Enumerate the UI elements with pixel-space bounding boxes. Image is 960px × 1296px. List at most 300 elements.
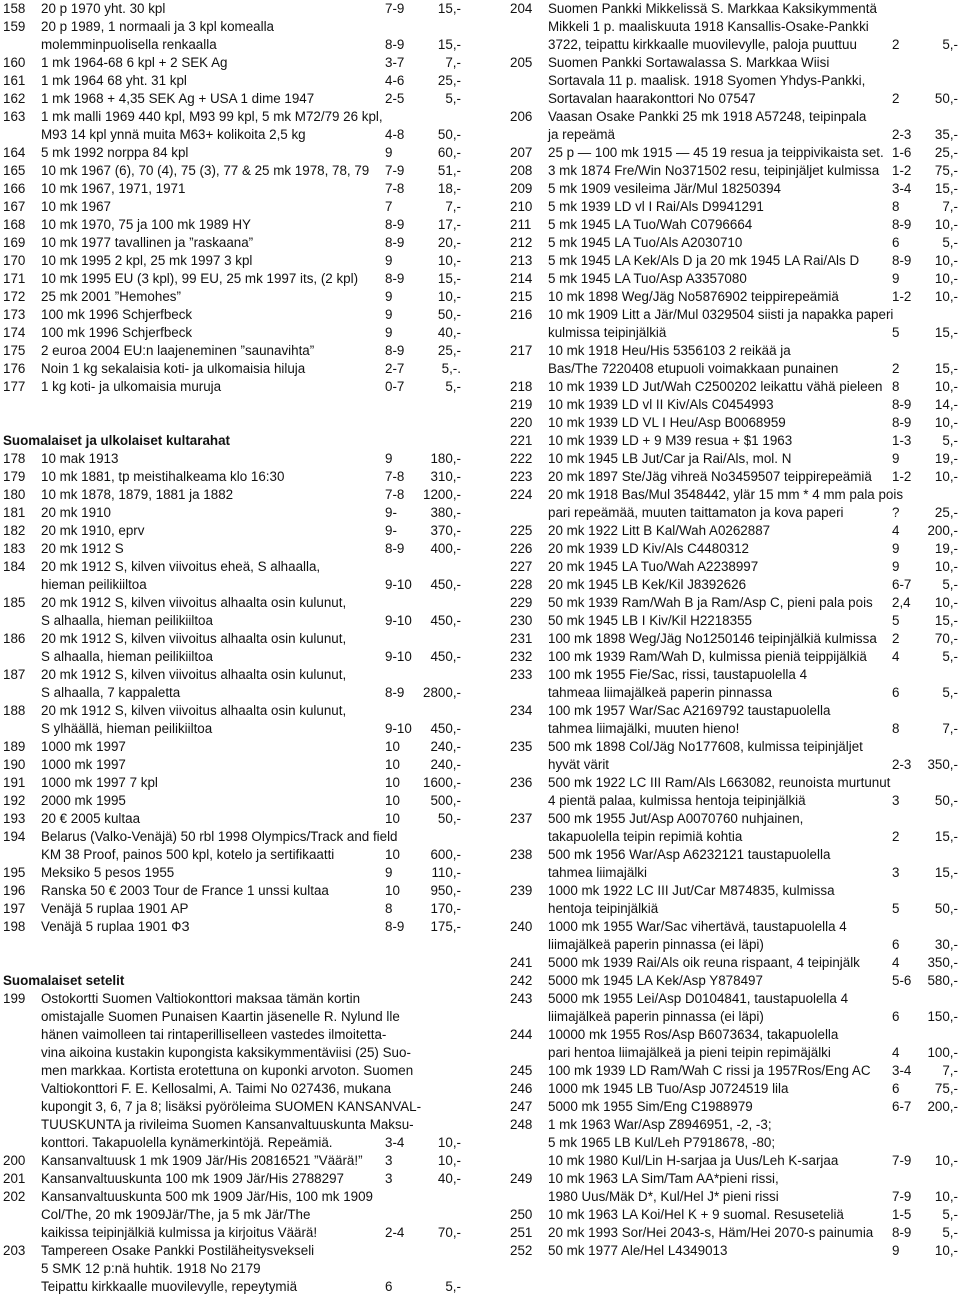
- lot-description: 1 mk 1968 + 4,35 SEK Ag + USA 1 dime 1947: [41, 91, 315, 106]
- lot-row: [510, 1044, 958, 1062]
- lot-condition: 7-8: [385, 181, 405, 196]
- lot-price: 70,-: [934, 631, 958, 646]
- lot-description: 10 mk 1967 (6), 70 (4), 75 (3), 77 & 25 mk 1978, 78, 79: [41, 163, 370, 178]
- lot-description: 20 mk 1945 LB Kek/Kil J8392626: [548, 577, 747, 592]
- lot-description: Ostokortti Suomen Valtiokonttori maksaa tämän kortin: [41, 991, 361, 1006]
- lot-number: 226: [510, 541, 533, 556]
- lot-row: [3, 450, 461, 468]
- lot-number: 234: [510, 703, 533, 718]
- lot-description: kupongit 3, 6, 7 ja 8; lisäksi pyöröleima SUOMEN KANSANVAL-: [41, 1099, 422, 1114]
- lot-condition: 3: [892, 793, 900, 808]
- lot-price: 200,-: [927, 523, 958, 538]
- lot-price: 10,-: [934, 379, 958, 394]
- lot-row: [3, 1260, 461, 1278]
- lot-row: [3, 864, 461, 882]
- lot-description: Ranska 50 € 2003 Tour de France 1 unssi kultaa: [41, 883, 329, 898]
- lot-row: [510, 1026, 958, 1044]
- lot-number: 168: [3, 217, 26, 232]
- lot-number: 207: [510, 145, 533, 160]
- lot-condition: 10: [385, 739, 400, 754]
- lot-row: [510, 414, 958, 432]
- lot-row: [3, 540, 461, 558]
- lot-description: Venäjä 5 ruplaa 1901 AP: [41, 901, 189, 916]
- lot-price: 17,-: [437, 217, 461, 232]
- lot-row: [510, 882, 958, 900]
- lot-price: 10,-: [934, 271, 958, 286]
- lot-row: [510, 1152, 958, 1170]
- lot-row: [3, 792, 461, 810]
- lot-number: 187: [3, 667, 26, 682]
- lot-price: 5,-: [942, 1207, 958, 1222]
- lot-description: 20 mk 1918 Bas/Mul 3548442, ylär 15 mm * 4 mm pala pois: [548, 487, 904, 502]
- lot-row: [3, 234, 461, 252]
- lot-description: ja repeämä: [548, 127, 615, 142]
- lot-number: 158: [3, 1, 26, 16]
- lot-row: [3, 1170, 461, 1188]
- lot-description: 20 mk 1922 Litt B Kal/Wah A0262887: [548, 523, 771, 538]
- lot-description: 1 mk malli 1969 440 kpl, M93 99 kpl, 5 mk M72/79 26 kpl,: [41, 109, 383, 124]
- lot-price: 10,-: [934, 217, 958, 232]
- lot-number: 172: [3, 289, 26, 304]
- lot-description: hentoja teipinjälkiä: [548, 901, 659, 916]
- lot-condition: 6: [385, 1279, 393, 1294]
- lot-condition: 2: [892, 91, 900, 106]
- lot-number: 161: [3, 73, 26, 88]
- lot-description: Teipattu kirkkaalle muovilevylle, repeytymiä: [41, 1279, 298, 1294]
- lot-description: Kansanvaltuusk 1 mk 1909 Jär/His 20816521 ”Väärä!”: [41, 1153, 363, 1168]
- lot-row: [3, 270, 461, 288]
- lot-description: 10 mk 1939 LD vl II Kiv/Als C0454993: [548, 397, 774, 412]
- lot-price: 150,-: [927, 1009, 958, 1024]
- lot-row: [3, 810, 461, 828]
- lot-price: 30,-: [934, 937, 958, 952]
- lot-description: M93 14 kpl ynnä muita M63+ kolikoita 2,5 kg: [41, 127, 306, 142]
- lot-description: 1 mk 1964-68 6 kpl + 2 SEK Ag: [41, 55, 228, 70]
- lot-number: 206: [510, 109, 533, 124]
- lot-condition: 7-9: [892, 1153, 912, 1168]
- lot-description: Venäjä 5 ruplaa 1901 ФЗ: [41, 919, 190, 934]
- lot-description: 1980 Uus/Mäk D*, Kul/Hel J* pieni rissi: [548, 1189, 779, 1204]
- lot-row: [3, 576, 461, 594]
- lot-condition: 8-9: [385, 37, 405, 52]
- lot-price: 50,-: [934, 793, 958, 808]
- lot-row: [510, 612, 958, 630]
- lot-row: [510, 648, 958, 666]
- lot-row: [510, 846, 958, 864]
- lot-condition: 2-4: [385, 1225, 405, 1240]
- lot-number: 198: [3, 919, 26, 934]
- lot-condition: 8: [892, 379, 900, 394]
- lot-row: [3, 324, 461, 342]
- lot-description: 10 mk 1939 LD VL I Heu/Asp B0068959: [548, 415, 786, 430]
- lot-condition: 9: [385, 145, 393, 160]
- lot-price: 15,-: [934, 865, 958, 880]
- lot-price: 10,-: [934, 415, 958, 430]
- lot-row: [510, 756, 958, 774]
- lot-row: [3, 1278, 461, 1296]
- lot-condition: 4-8: [385, 127, 405, 142]
- lot-description: tahmea liimajälki, muuten hieno!: [548, 721, 740, 736]
- lot-row: [510, 1116, 958, 1134]
- lot-row: [510, 270, 958, 288]
- lot-number: 244: [510, 1027, 533, 1042]
- lot-description: 1 kg koti- ja ulkomaisia muruja: [41, 379, 222, 394]
- lot-description: 10 mk 1878, 1879, 1881 ja 1882: [41, 487, 234, 502]
- lot-row: [510, 108, 958, 126]
- lot-condition: 2: [892, 37, 900, 52]
- lot-condition: 2: [892, 631, 900, 646]
- lot-row: [3, 918, 461, 936]
- lot-condition: 10: [385, 775, 400, 790]
- lot-row: [3, 1206, 461, 1224]
- lot-number: 210: [510, 199, 533, 214]
- lot-condition: 10: [385, 757, 400, 772]
- lot-price: 5,-: [942, 685, 958, 700]
- lot-condition: 9-: [385, 505, 397, 520]
- lot-number: 222: [510, 451, 533, 466]
- lot-row: [510, 990, 958, 1008]
- lot-price: 450,-: [430, 721, 461, 736]
- lot-description: 10 mak 1913: [41, 451, 119, 466]
- lot-number: 235: [510, 739, 533, 754]
- lot-condition: 7-9: [385, 163, 405, 178]
- lot-row: [510, 432, 958, 450]
- lot-price: 170,-: [430, 901, 461, 916]
- lot-row: [510, 126, 958, 144]
- lot-price: 15,-: [934, 613, 958, 628]
- lot-condition: 6: [892, 1081, 900, 1096]
- lot-description: 10 mk 1967: [41, 199, 111, 214]
- lot-price: 10,-: [437, 1153, 461, 1168]
- lot-condition: 6: [892, 235, 900, 250]
- lot-row: [3, 594, 461, 612]
- lot-number: 189: [3, 739, 26, 754]
- lot-description: 10 mk 1970, 75 ja 100 mk 1989 HY: [41, 217, 251, 232]
- lot-condition: 9: [385, 307, 393, 322]
- lot-number: 169: [3, 235, 26, 250]
- lot-row: [3, 252, 461, 270]
- lot-number: 191: [3, 775, 26, 790]
- lot-price: 15,-: [437, 37, 461, 52]
- lot-description: S alhaalla, 7 kappaletta: [41, 685, 181, 700]
- lot-description: 5 mk 1945 LA Tuo/Wah C0796664: [548, 217, 753, 232]
- lot-row: [510, 1098, 958, 1116]
- lot-condition: 9: [385, 865, 393, 880]
- lot-number: 182: [3, 523, 26, 538]
- lot-description: omistajalle Suomen Punaisen Kaartin jäsenelle R. Nylund lle: [41, 1009, 400, 1024]
- lot-row: [510, 342, 958, 360]
- lot-description: liimajälkeä paperin pinnassa (ei läpi): [548, 1009, 764, 1024]
- lot-description: 3 mk 1874 Fre/Win No371502 resu, teipinjäljet kulmissa: [548, 163, 880, 178]
- lot-condition: 9: [385, 325, 393, 340]
- lot-row: [510, 216, 958, 234]
- lot-number: 246: [510, 1081, 533, 1096]
- lot-condition: 8: [385, 901, 393, 916]
- lot-row: [510, 1080, 958, 1098]
- lot-number: 231: [510, 631, 533, 646]
- lot-price: 18,-: [437, 181, 461, 196]
- lot-price: 51,-: [437, 163, 461, 178]
- lot-price: 15,-: [934, 361, 958, 376]
- lot-number: 233: [510, 667, 533, 682]
- lot-price: 40,-: [437, 325, 461, 340]
- lot-condition: 4: [892, 1045, 900, 1060]
- lot-number: 171: [3, 271, 26, 286]
- lot-number: 241: [510, 955, 533, 970]
- lot-row: [510, 162, 958, 180]
- lot-condition: 2-3: [892, 127, 912, 142]
- lot-number: 205: [510, 55, 533, 70]
- right-column: [510, 0, 958, 1260]
- left-column: [3, 0, 461, 1296]
- lot-condition: 2-7: [385, 361, 405, 376]
- lot-number: 199: [3, 991, 26, 1006]
- lot-price: 10,-: [437, 1135, 461, 1150]
- lot-price: 110,-: [431, 865, 461, 880]
- lot-description: 500 mk 1898 Col/Jäg No177608, kulmissa teipinjäljet: [548, 739, 863, 754]
- lot-description: 10 mk 1898 Weg/Jäg No5876902 teippirepeämiä: [548, 289, 839, 304]
- lot-number: 196: [3, 883, 26, 898]
- lot-price: 450,-: [430, 649, 461, 664]
- lot-price: 25,-: [437, 73, 461, 88]
- lot-row: [510, 360, 958, 378]
- lot-description: 1 mk 1963 War/Asp Z8946951, -2, -3;: [548, 1117, 772, 1132]
- lot-condition: 7-8: [385, 469, 405, 484]
- lot-price: 10,-: [934, 1243, 958, 1258]
- lot-description: 5 mk 1945 LA Tuo/Als A2030710: [548, 235, 743, 250]
- lot-row: [3, 306, 461, 324]
- lot-price: 10,-: [934, 1153, 958, 1168]
- lot-condition: 1-2: [892, 469, 912, 484]
- lot-condition: 5-6: [892, 973, 912, 988]
- lot-description: takapuolella teipin repimiä kohtia: [548, 829, 743, 844]
- lot-condition: 1-2: [892, 289, 912, 304]
- lot-condition: 8-9: [385, 919, 405, 934]
- lot-description: 1 mk 1964 68 yht. 31 kpl: [41, 73, 187, 88]
- lot-description: 20 mk 1897 Ste/Jäg vihreä No3459507 teippirepeämiä: [548, 469, 872, 484]
- spacer: [3, 396, 461, 414]
- lot-price: 25,-: [437, 343, 461, 358]
- lot-condition: 9-10: [385, 721, 412, 736]
- lot-number: 247: [510, 1099, 533, 1114]
- lot-condition: 9: [385, 253, 393, 268]
- lot-number: 195: [3, 865, 26, 880]
- lot-price: 600,-: [430, 847, 461, 862]
- lot-description: 25 mk 2001 ”Hemohes”: [41, 289, 181, 304]
- section-heading: [3, 432, 461, 450]
- lot-row: [3, 648, 461, 666]
- lot-price: 70,-: [437, 1225, 461, 1240]
- section-heading: [3, 972, 461, 990]
- lot-row: [3, 1224, 461, 1242]
- lot-number: 204: [510, 1, 533, 16]
- lot-row: [510, 378, 958, 396]
- lot-price: 50,-: [437, 811, 461, 826]
- lot-description: 10 mk 1881, tp meistihalkeama klo 16:30: [41, 469, 285, 484]
- lot-number: 200: [3, 1153, 26, 1168]
- lot-description: 1000 mk 1997: [41, 739, 126, 754]
- lot-description: Kansanvaltuuskunta 500 mk 1909 Jär/His, 100 mk 1909: [41, 1189, 373, 1204]
- lot-row: [3, 1062, 461, 1080]
- lot-row: [510, 90, 958, 108]
- lot-row: [510, 1206, 958, 1224]
- lot-row: [510, 396, 958, 414]
- lot-condition: 3: [892, 865, 900, 880]
- lot-condition: 6: [892, 1009, 900, 1024]
- lot-condition: 4: [892, 649, 900, 664]
- lot-number: 179: [3, 469, 26, 484]
- lot-description: 5 SMK 12 p:nä huhtik. 1918 No 2179: [41, 1261, 261, 1276]
- lot-description: 1000 mk 1955 War/Sac vihertävä, taustapuolella 4: [548, 919, 847, 934]
- lot-row: [3, 774, 461, 792]
- lot-price: 380,-: [430, 505, 461, 520]
- lot-row: [510, 468, 958, 486]
- lot-number: 202: [3, 1189, 26, 1204]
- lot-row: [3, 54, 461, 72]
- lot-condition: 3-4: [385, 1135, 405, 1150]
- lot-number: 185: [3, 595, 26, 610]
- lot-price: 2800,-: [423, 685, 461, 700]
- lot-description: 5 mk 1992 norppa 84 kpl: [41, 145, 189, 160]
- lot-price: 5,-: [445, 91, 461, 106]
- lot-condition: 10: [385, 811, 400, 826]
- lot-description: 20 mk 1912 S, kilven viivoitus alhaalta osin kulunut,: [41, 631, 347, 646]
- lot-number: 217: [510, 343, 533, 358]
- lot-description: 5000 mk 1955 Lei/Asp D0104841, taustapuolella 4: [548, 991, 849, 1006]
- lot-description: Meksiko 5 pesos 1955: [41, 865, 175, 880]
- lot-description: 20 mk 1912 S, kilven viivoitus alhaalta osin kulunut,: [41, 703, 347, 718]
- lot-description: 20 p 1970 yht. 30 kpl: [41, 1, 166, 16]
- lot-description: Suomen Pankki Mikkelissä S. Markkaa Kaksikymmentä: [548, 1, 877, 16]
- lot-description: Kansanvaltuuskunta 100 mk 1909 Jär/His 2788297: [41, 1171, 344, 1186]
- lot-price: 5,-: [942, 1225, 958, 1240]
- lot-price: 15,-: [934, 325, 958, 340]
- lot-price: 75,-: [934, 163, 958, 178]
- lot-number: 237: [510, 811, 533, 826]
- lot-description: 10 mk 1909 Litt a Jär/Mul 0329504 siisti ja napakka paperi: [548, 307, 894, 322]
- lot-row: [3, 216, 461, 234]
- lot-row: [510, 0, 958, 18]
- lot-number: 211: [510, 217, 532, 232]
- lot-number: 219: [510, 397, 533, 412]
- lot-price: 5,-: [942, 649, 958, 664]
- lot-price: 100,-: [927, 1045, 958, 1060]
- lot-row: [3, 504, 461, 522]
- lot-row: [3, 18, 461, 36]
- lot-row: [510, 972, 958, 990]
- lot-condition: 4: [892, 955, 900, 970]
- section-heading-text: Suomalaiset setelit: [3, 973, 125, 988]
- lot-row: [3, 558, 461, 576]
- lot-condition: 3: [385, 1153, 393, 1168]
- lot-row: [510, 234, 958, 252]
- lot-number: 167: [3, 199, 26, 214]
- lot-description: 10 mk 1980 Kul/Lin H-sarjaa ja Uus/Leh K-sarjaa: [548, 1153, 839, 1168]
- lot-number: 225: [510, 523, 533, 538]
- lot-description: 500 mk 1955 Jut/Asp A0070760 nuhjainen,: [548, 811, 804, 826]
- lot-price: 950,-: [430, 883, 461, 898]
- lot-price: 50,-: [934, 901, 958, 916]
- lot-number: 223: [510, 469, 533, 484]
- lot-row: [3, 90, 461, 108]
- lot-description: Col/The, 20 mk 1909Jär/The, ja 5 mk Jär/The: [41, 1207, 311, 1222]
- section-heading-text: Suomalaiset ja ulkolaiset kultarahat: [3, 433, 230, 448]
- lot-price: 7,-: [445, 55, 461, 70]
- lot-row: [3, 684, 461, 702]
- lot-number: 213: [510, 253, 533, 268]
- lot-description: Valtiokonttori F. E. Kellosalmi, A. Taimi No 027436, mukana: [41, 1081, 392, 1096]
- lot-description: 20 mk 1912 S, kilven viivoitus eheä, S alhaalla,: [41, 559, 321, 574]
- lot-condition: 2-5: [385, 91, 405, 106]
- lot-condition: 3-4: [892, 1063, 912, 1078]
- lot-price: 15,-: [934, 829, 958, 844]
- lot-row: [3, 0, 461, 18]
- lot-description: Belarus (Valko-Venäjä) 50 rbl 1998 Olympics/Track and field: [41, 829, 398, 844]
- lot-condition: 8-9: [385, 217, 405, 232]
- lot-price: 180,-: [430, 451, 461, 466]
- lot-number: 249: [510, 1171, 533, 1186]
- lot-condition: 7-8: [385, 487, 405, 502]
- lot-row: [510, 540, 958, 558]
- lot-number: 173: [3, 307, 26, 322]
- lot-description: kulmissa teipinjälkiä: [548, 325, 667, 340]
- lot-description: 1000 mk 1997 7 kpl: [41, 775, 158, 790]
- lot-number: 215: [510, 289, 533, 304]
- lot-description: 20 mk 1993 Sor/Hei 2043-s, Häm/Hei 2070-s painumia: [548, 1225, 874, 1240]
- lot-row: [3, 666, 461, 684]
- lot-number: 251: [510, 1225, 533, 1240]
- lot-number: 160: [3, 55, 26, 70]
- lot-price: 15,-: [437, 271, 461, 286]
- lot-description: pari hentoa liimajälkeä ja pieni teipin repimäjälki: [548, 1045, 831, 1060]
- lot-row: [510, 576, 958, 594]
- lot-number: 188: [3, 703, 26, 718]
- lot-description: 4 pientä palaa, kulmissa hentoja teipinjälkiä: [548, 793, 806, 808]
- lot-description: 5000 mk 1939 Rai/Als oik reuna rispaant, 4 teipinjälk: [548, 955, 860, 970]
- lot-number: 218: [510, 379, 533, 394]
- lot-row: [510, 630, 958, 648]
- lot-price: 25,-: [934, 145, 958, 160]
- lot-price: 240,-: [430, 739, 461, 754]
- lot-condition: 9-10: [385, 613, 412, 628]
- lot-description: 10 mk 1995 EU (3 kpl), 99 EU, 25 mk 1997 its, (2 kpl): [41, 271, 359, 286]
- lot-number: 178: [3, 451, 26, 466]
- lot-description: vina aikoina kustakin kupongista kaksikymmentäviisi (25) Suo-: [41, 1045, 411, 1060]
- lot-number: 236: [510, 775, 533, 790]
- lot-price: 5,-: [445, 1279, 461, 1294]
- lot-row: [3, 702, 461, 720]
- lot-price: 7,-: [942, 199, 958, 214]
- lot-number: 197: [3, 901, 26, 916]
- lot-row: [510, 954, 958, 972]
- lot-price: 5,-: [445, 379, 461, 394]
- lot-price: 10,-: [437, 253, 461, 268]
- spacer: [3, 954, 461, 972]
- lot-number: 221: [510, 433, 533, 448]
- lot-row: [3, 1026, 461, 1044]
- lot-condition: 6: [892, 937, 900, 952]
- lot-condition: 8: [892, 199, 900, 214]
- lot-description: 20 mk 1939 LD Kiv/Als C4480312: [548, 541, 749, 556]
- lot-row: [510, 504, 958, 522]
- lot-condition: 8: [892, 721, 900, 736]
- lot-description: Sortavalan haarakonttori No 07547: [548, 91, 756, 106]
- lot-row: [510, 1242, 958, 1260]
- lot-row: [3, 522, 461, 540]
- lot-price: 1200,-: [423, 487, 461, 502]
- lot-price: 310,-: [430, 469, 461, 484]
- lot-row: [510, 1062, 958, 1080]
